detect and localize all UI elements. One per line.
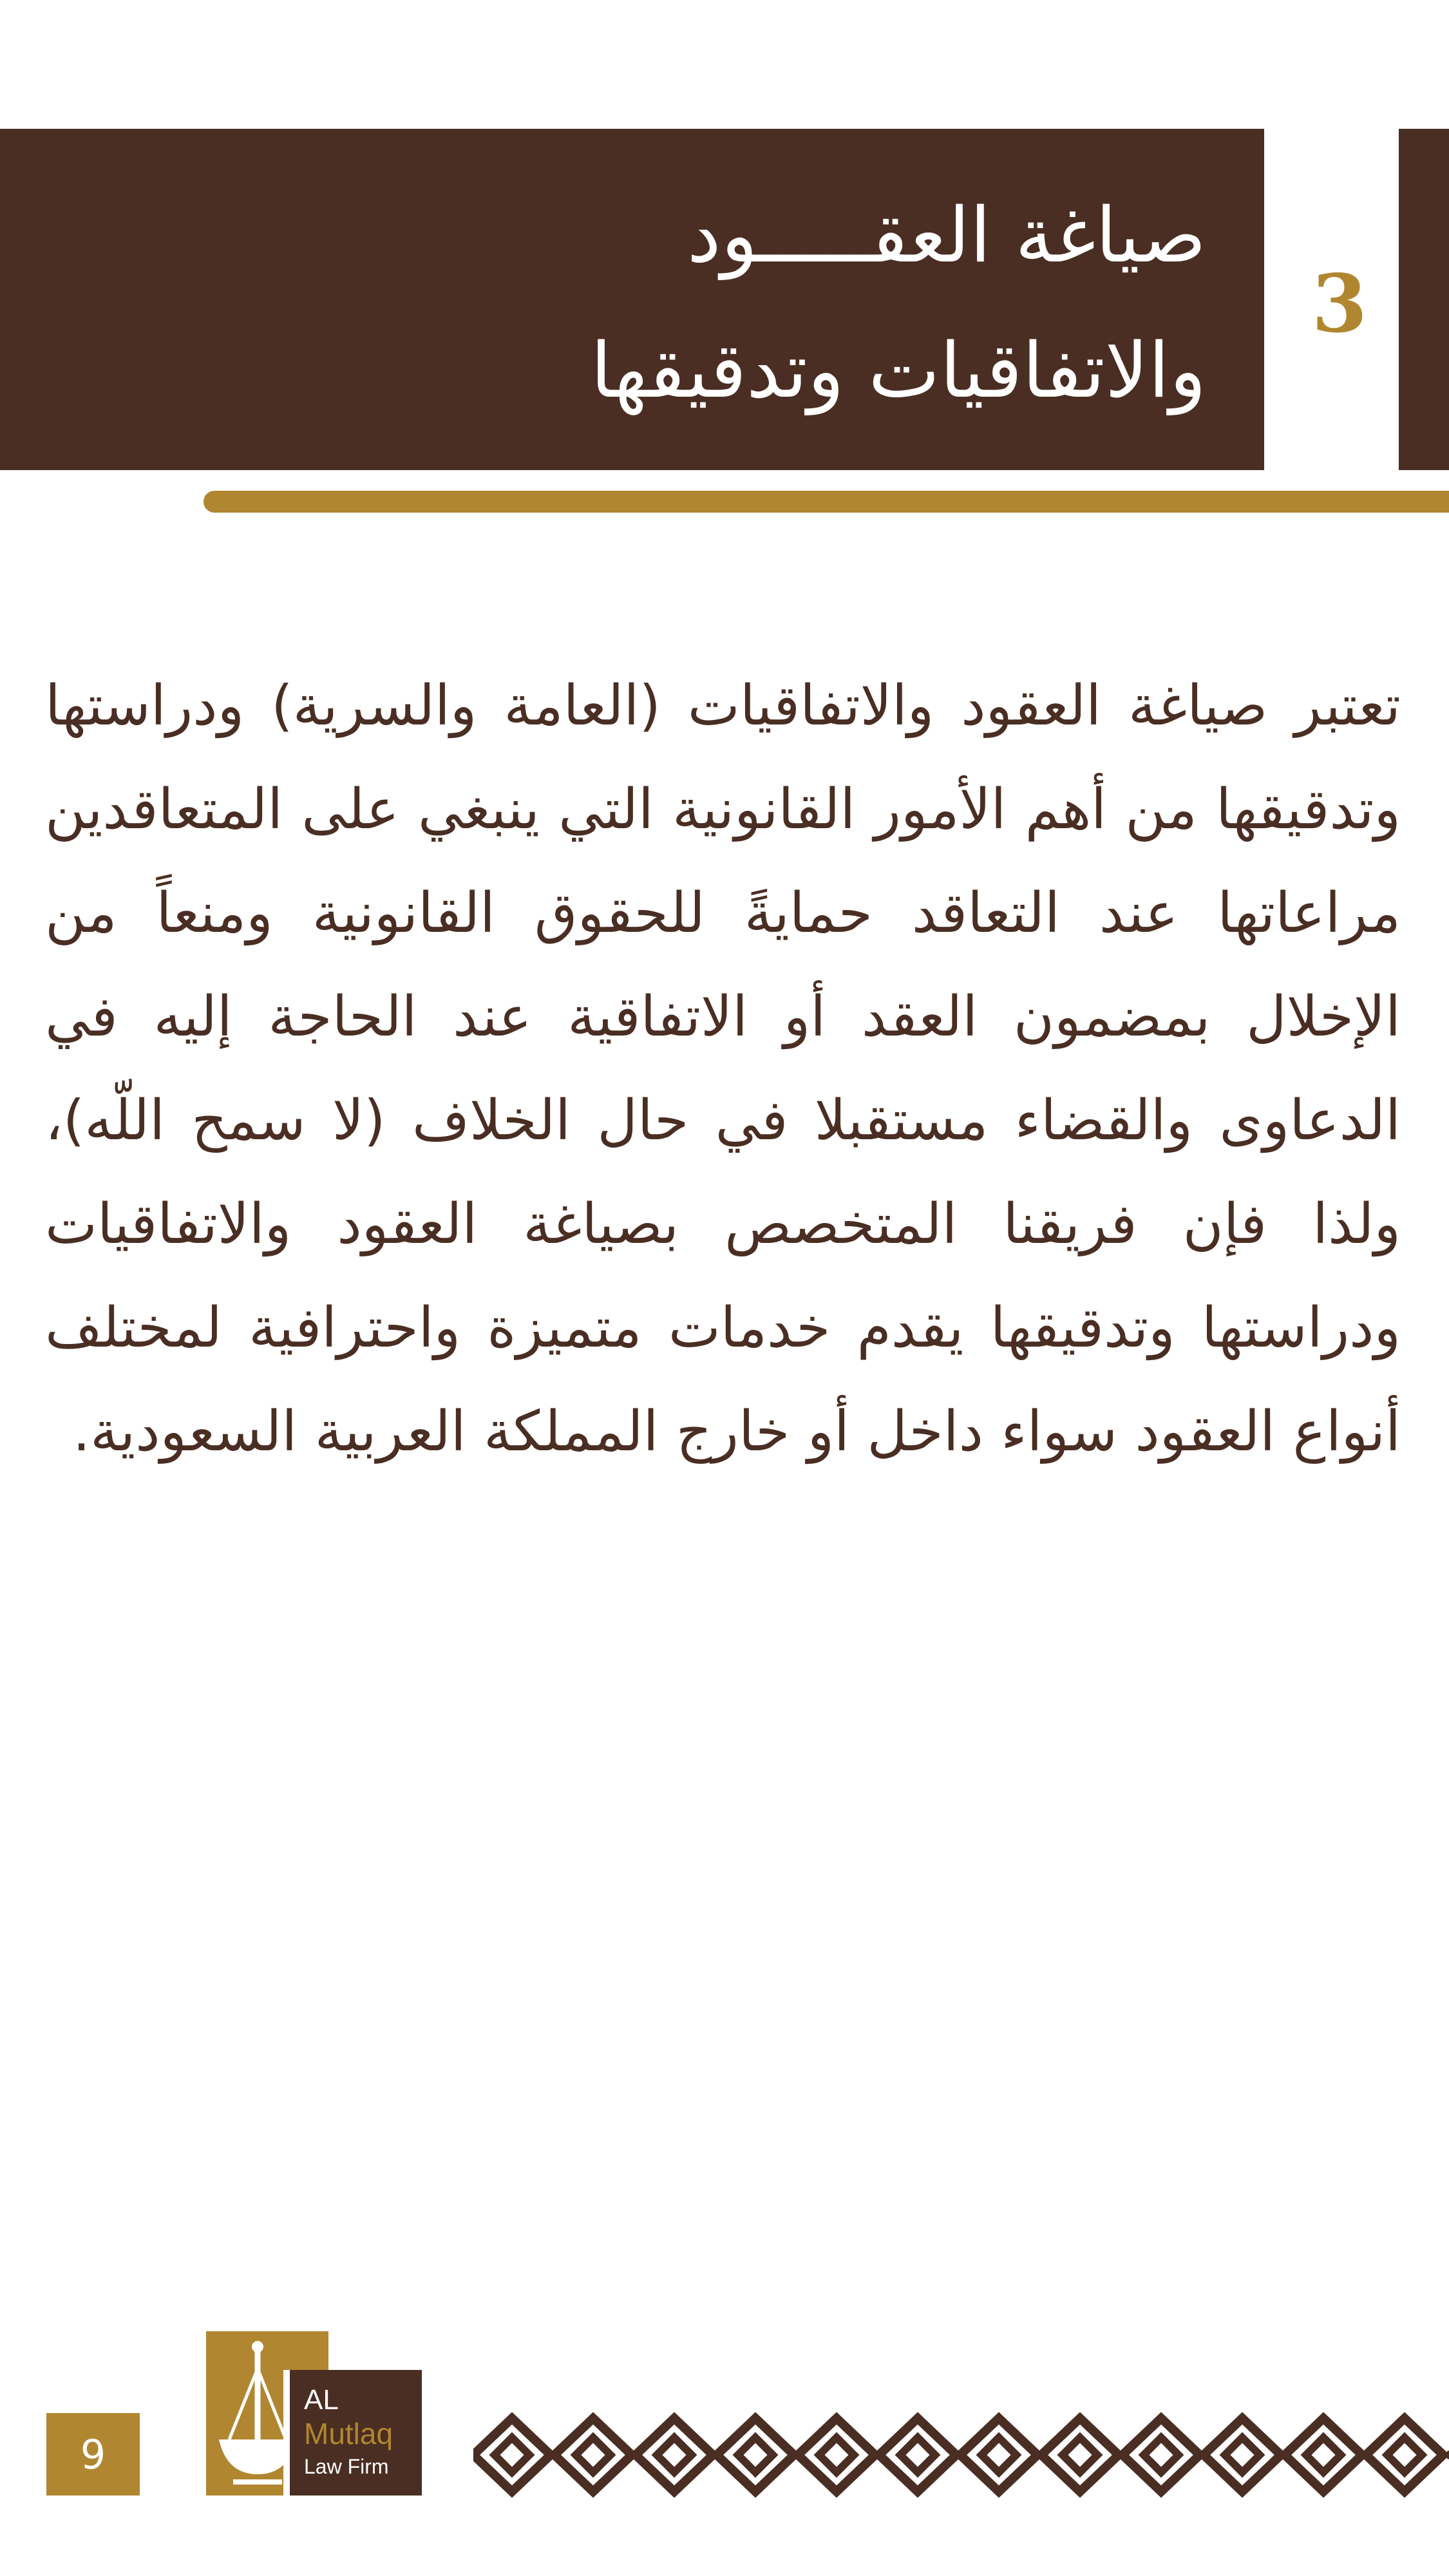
- logo-law-firm-text: Law Firm: [304, 2455, 389, 2478]
- page-number: 9: [46, 2413, 140, 2496]
- greek-key-ornament: [473, 2412, 1449, 2499]
- header-right-strip: [1399, 129, 1449, 470]
- logo-mutlaq-text: Mutlaq: [304, 2417, 393, 2450]
- chapter-number: 3: [1311, 258, 1368, 351]
- title-underline: [204, 491, 1449, 513]
- page-title: [591, 167, 1206, 438]
- title-line-1: صياغة العقـــــود: [687, 191, 1206, 279]
- title-line-2: والاتفاقيات وتدقيقها: [591, 326, 1206, 415]
- logo-wordmark: [283, 2370, 422, 2496]
- body-paragraph: تعتبر صياغة العقود والاتفاقيات (العامة والسرية) ودراستها وتدقيقها من أهم الأمور القانونية التي ينبغي على المتعاقدين مراعاتها عند التعاقد حمايةً للحقوق القانونية ومنعاً من الإخلال بمضمون العقد أو الاتفاقية عند الحاجة إليه في الدعاوى والقضاء مستقبلا في حال الخلاف (لا سمح اللّه)، ولذا فإن فريقنا المتخصص بصياغة العقود والاتفاقيات ودراستها وتدقيقها يقدم خدمات متميزة واحترافية لمختلف أنواع العقود سواء داخل أو خارج المملكة العربية السعودية.: [45, 674, 1401, 1464]
- logo-al-text: AL: [304, 2384, 339, 2416]
- title-band: [0, 129, 1264, 470]
- firm-logo: [206, 2331, 415, 2496]
